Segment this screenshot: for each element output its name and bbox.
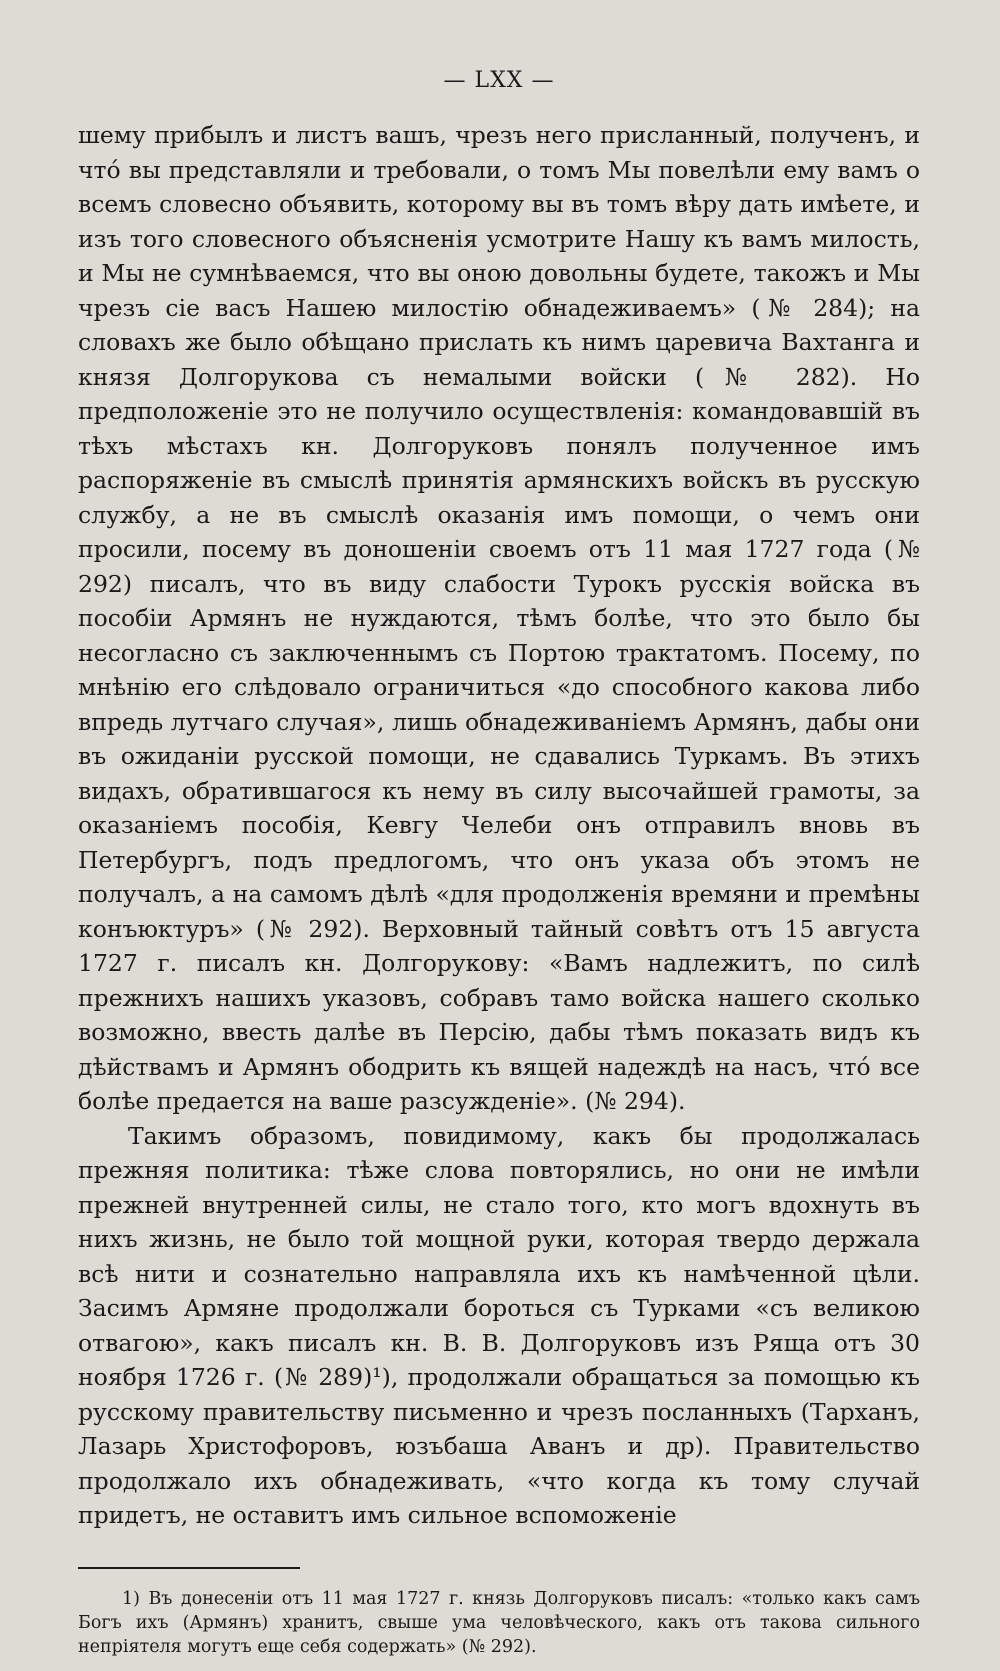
paragraph: Такимъ образомъ, повидимому, какъ бы продолжалась прежняя политика: тѣже слова повторялись, но они не имѣли прежней внутренней силы, не стало того, кто могъ вдохнуть въ нихъ жизнь, не было той мощной руки, которая твердо держала всѣ нити и сознательно направляла ихъ къ намѣченной цѣли. Засимъ Армяне продолжали бороться съ Турками «съ великою отвагою», какъ писалъ кн. В. В. Долгоруковъ изъ Ряща отъ 30 ноября 1726 г. (№ 289)¹), продолжали обращаться за помощью къ русскому правительству письменно и чрезъ посланныхъ (Тарханъ, Лазарь Христофоровъ, юзъбаша Аванъ и др). Правительство продолжало ихъ обнадеживать, «что когда къ тому случай придетъ, не оставитъ имъ сильное вспоможеніе xyxy=(78,1121,920,1529)
footnote-divider xyxy=(78,1567,300,1569)
page-number: — LXX — xyxy=(443,68,555,93)
footnote: 1) Въ донесеніи отъ 11 мая 1727 г. князь Долгоруковъ писалъ: «только какъ самъ Богъ ихъ (Армянъ) хранитъ, свыше ума человѣческого, какъ отъ такова сильного непріятеля могутъ еще себя содержать» (№ 292). xyxy=(78,1588,920,1657)
paragraph: шему прибылъ и листъ вашъ, чрезъ него присланный, полученъ, и чтó вы представляли и требовали, о томъ Мы повелѣли ему вамъ о всемъ словесно объявить, которому вы въ томъ вѣру дать имѣете, и изъ того словесного объясненія усмотрите Нашу къ вамъ милость, и Мы не сумнѣваемся, что вы оною довольны будете, такожъ и Мы чрезъ сіе васъ Нашею милостію обнадеживаемъ» (№ 284); на словахъ же было обѣщано прислать къ нимъ царевича Вахтанга и князя Долгорукова съ немалыми войски (№ 282). Но предположеніе это не получило осуществленія: командовавшій въ тѣхъ мѣстахъ кн. Долгоруковъ понялъ полученное имъ распоряженіе въ смыслѣ принятія армянскихъ войскъ въ русскую службу, а не въ смыслѣ оказанія имъ помощи, о чемъ они просили, посему въ доношеніи своемъ отъ 11 мая 1727 года (№ 292) писалъ, что въ виду слабости Турокъ русскія войска въ пособіи Армянъ не нуждаются, тѣмъ болѣе, что это было бы несогласно съ заключеннымъ съ Портою трактатомъ. Посему, по мнѣнію его слѣдовало ограничиться «до способного какова либо впредь лутчаго случая», лишь обнадеживаніемъ Армянъ, дабы они въ ожиданіи русской помощи, не сдавались Туркамъ. Въ этихъ видахъ, обратившагося къ нему въ силу высочайшей грамоты, за оказаніемъ пособія, Кевгу Челеби онъ отправилъ вновь въ Петербургъ, подъ предлогомъ, что онъ указа объ этомъ не получалъ, а на самомъ дѣлѣ «для продолженія времяни и премѣны конъюктуръ» (№ 292). Верховный тайный совѣтъ отъ 15 августа 1727 г. писалъ кн. Долгорукову: «Вамъ надлежитъ, по силѣ прежнихъ нашихъ указовъ, собравъ тамо войска нашего сколько возможно, ввесть далѣе въ Персію, дабы тѣмъ показать видъ къ дѣйствамъ и Армянъ ободрить къ вящей надеждѣ на насъ, чтó все болѣе предается на ваше разсужденіе». (№ 294). xyxy=(78,121,920,1115)
main-text xyxy=(78,118,920,1533)
